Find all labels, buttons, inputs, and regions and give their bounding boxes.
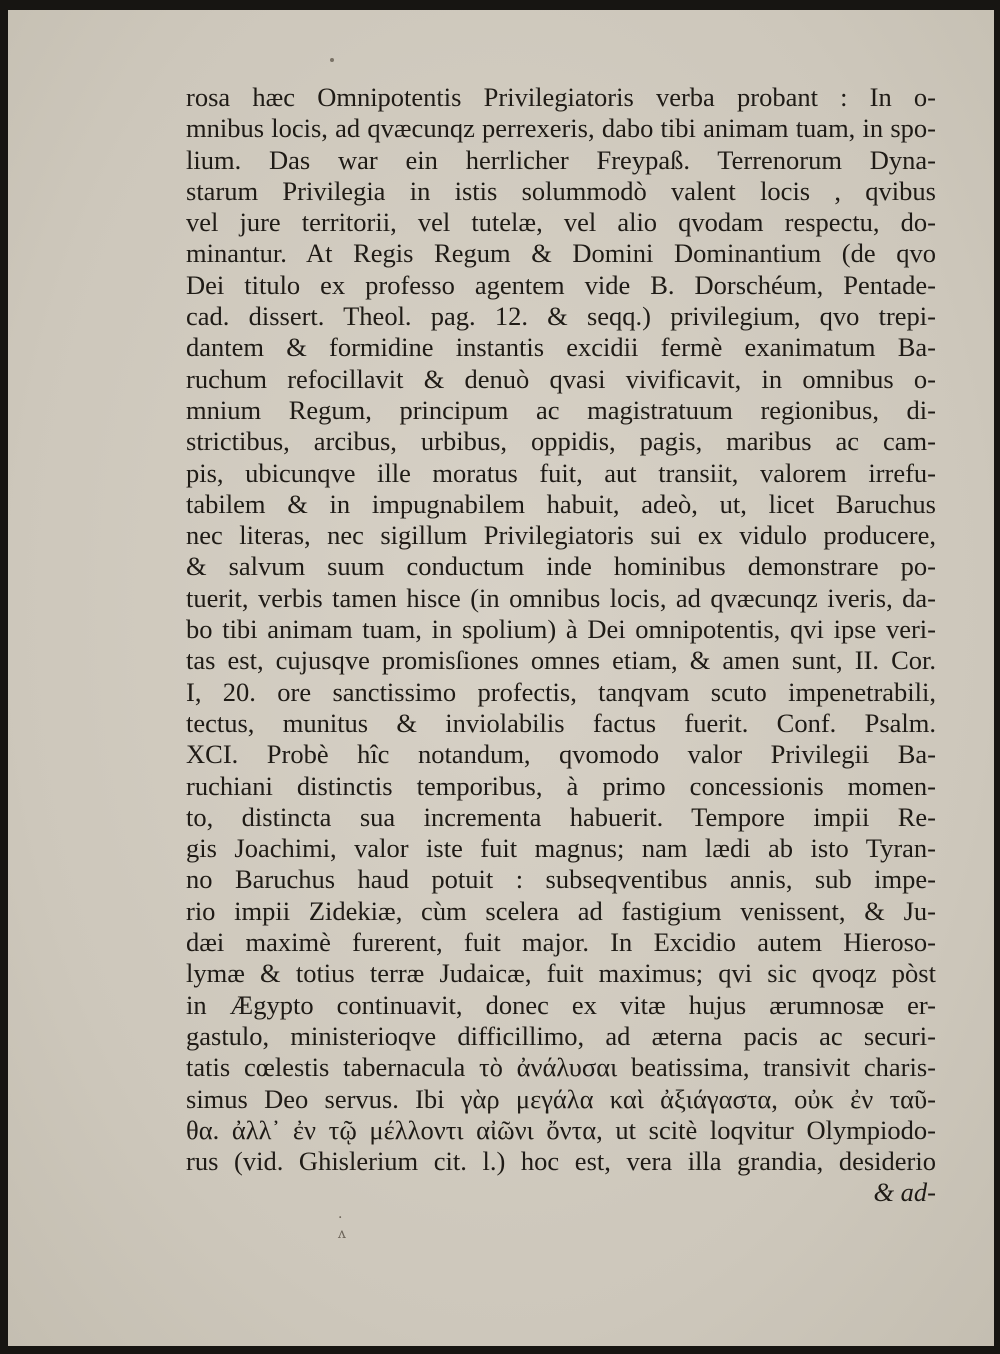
- text-line: tectus, munitus & inviolabilis factus fuerit. Conf. Psalm.: [186, 707, 936, 738]
- text-line: no Baruchus haud potuit : subseqventibus annis, sub impe-: [186, 864, 936, 895]
- text-line: rus (vid. Ghislerium cit. l.) hoc est, vera illa grandia, desiderio: [186, 1146, 936, 1177]
- text-line: Dei titulo ex professo agentem vide B. Dorschéum, Pentade-: [186, 269, 936, 300]
- text-line: XCI. Probè hîc notandum, qvomodo valor Privilegii Ba-: [186, 739, 936, 770]
- text-line: in Ægypto continuavit, donec ex vitæ hujus ærumnosæ er-: [186, 989, 936, 1020]
- paper-speck: [330, 58, 334, 62]
- text-line: simus Deo servus. Ibi γὰρ μεγάλα καὶ ἀξιάγαστα, οὐκ ἐν ταῦ-: [186, 1083, 936, 1114]
- text-line: lium. Das war ein herrlicher Freypaß. Terrenorum Dyna-: [186, 144, 936, 175]
- page-stain: · ʌ: [338, 1210, 346, 1242]
- catchword: & ad-: [873, 1177, 936, 1208]
- text-line: mnium Regum, principum ac magistratuum regionibus, di-: [186, 394, 936, 425]
- text-line: lymæ & totius terræ Judaicæ, fuit maximus; qvi sic qvoqz pòst: [186, 958, 936, 989]
- text-line: pis, ubicunqve ille moratus fuit, aut transiit, valorem irrefu-: [186, 457, 936, 488]
- text-line: dantem & formidine instantis excidii fermè exanimatum Ba-: [186, 332, 936, 363]
- text-line: starum Privilegia in istis solummodò valent locis , qvibus: [186, 175, 936, 206]
- text-line: gastulo, ministerioqve difficillimo, ad æterna pacis ac securi-: [186, 1020, 936, 1051]
- text-line: θα. ἀλλ᾽ ἐν τῷ μέλλοντι αἰῶνι ὄντα, ut scitè loqvitur Olympiodo-: [186, 1114, 936, 1145]
- text-line: ruchum refocillavit & denuò qvasi vivificavit, in omnibus o-: [186, 363, 936, 394]
- text-line: minantur. At Regis Regum & Domini Dominantium (de qvo: [186, 238, 936, 269]
- text-line: vel jure territorii, vel tutelæ, vel alio qvodam respectu, do-: [186, 207, 936, 238]
- text-line: nec literas, nec sigillum Privilegiatoris sui ex vidulo producere,: [186, 520, 936, 551]
- text-line: gis Joachimi, valor iste fuit magnus; nam lædi ab isto Tyran-: [186, 833, 936, 864]
- text-line: ruchiani distinctis temporibus, à primo concessionis momen-: [186, 770, 936, 801]
- text-line: & salvum suum conductum inde hominibus demonstrare po-: [186, 551, 936, 582]
- text-line: mnibus locis, ad qvæcunqz perrexeris, dabo tibi animam tuam, in spo-: [186, 113, 936, 144]
- text-line: rio impii Zidekiæ, cùm scelera ad fastigium venissent, & Ju-: [186, 895, 936, 926]
- text-line: rosa hæc Omnipotentis Privilegiatoris verba probant : In o-: [186, 82, 936, 112]
- text-line: tatis cœlestis tabernacula τὸ ἀνάλυσαι beatissima, transivit charis-: [186, 1052, 936, 1083]
- body-text: [186, 82, 936, 1209]
- text-line: dæi maximè furerent, fuit major. In Excidio autem Hieroso-: [186, 927, 936, 958]
- text-line: tuerit, verbis tamen hisce (in omnibus locis, ad qvæcunqz iveris, da-: [186, 582, 936, 613]
- text-line: tas est, cujusqve promisſiones omnes etiam, & amen sunt, II. Cor.: [186, 645, 936, 676]
- text-line: tabilem & in impugnabilem habuit, adeò, ut, licet Baruchus: [186, 488, 936, 519]
- text-line: bo tibi animam tuam, in spolium) à Dei omnipotentis, qvi ipse veri-: [186, 614, 936, 645]
- text-line: strictibus, arcibus, urbibus, oppidis, pagis, maribus ac cam-: [186, 426, 936, 457]
- text-line: cad. dissert. Theol. pag. 12. & seqq.) privilegium, qvo trepi-: [186, 301, 936, 332]
- text-line: to, distincta sua incrementa habuerit. Tempore impii Re-: [186, 801, 936, 832]
- text-line: I, 20. ore sanctissimo profectis, tanqvam scuto impenetrabili,: [186, 676, 936, 707]
